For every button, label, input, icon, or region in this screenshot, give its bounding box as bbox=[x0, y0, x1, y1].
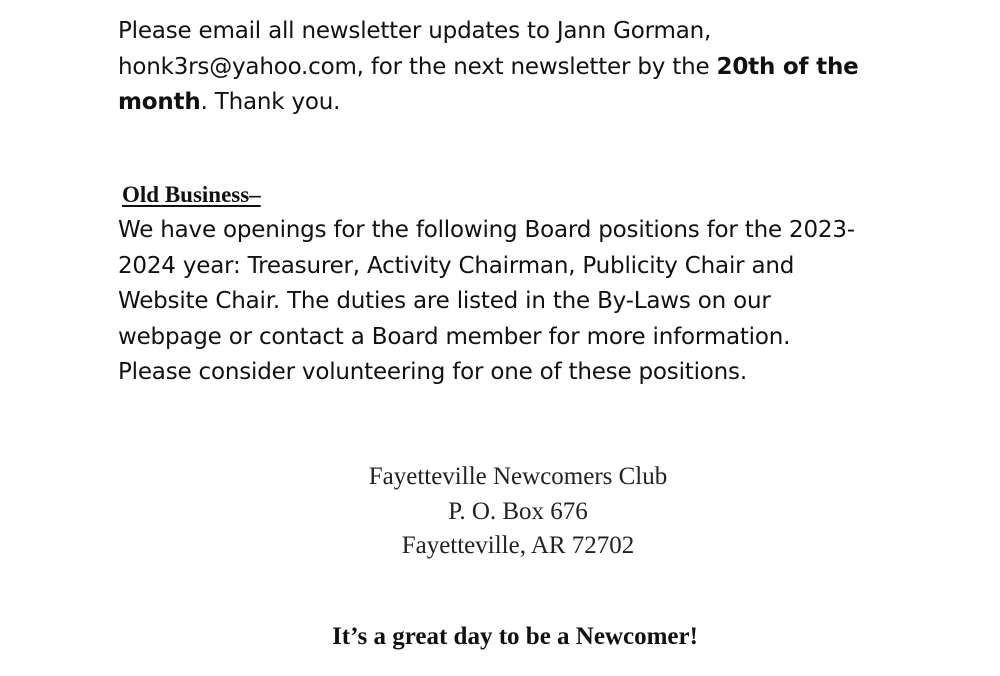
newsletter-line-2-text: honk3rs@yahoo.com, for the next newsletter by the bbox=[118, 53, 717, 80]
old-business-line: 2024 year: Treasurer, Activity Chairman, Publicity Chair and bbox=[118, 252, 795, 279]
old-business-line: Website Chair. The duties are listed in the By-Laws on our bbox=[118, 288, 771, 314]
club-name: Fayetteville Newcomers Club bbox=[368, 463, 668, 490]
old-business-paragraph bbox=[118, 213, 958, 391]
thank-you-text: . Thank you. bbox=[200, 89, 341, 115]
newsletter-updates-paragraph bbox=[118, 14, 958, 121]
old-business-line: Please consider volunteering for one of these positions. bbox=[118, 359, 747, 385]
newsletter-line-1: Please email all newsletter updates to Jann Gorman, bbox=[118, 18, 712, 44]
po-box: P. O. Box 676 bbox=[448, 497, 588, 525]
old-business-line: webpage or contact a Board member for more information. bbox=[118, 323, 791, 350]
city-state-zip: Fayetteville, AR 72702 bbox=[401, 532, 635, 559]
club-address bbox=[0, 460, 1000, 564]
deadline-date-bold: 20th of the bbox=[716, 53, 859, 80]
club-tagline: It’s a great day to be a Newcomer! bbox=[332, 623, 698, 650]
old-business-heading: Old Business– bbox=[122, 182, 261, 207]
deadline-month-bold: month bbox=[118, 89, 201, 115]
old-business-line: We have openings for the following Board positions for the 2023- bbox=[118, 217, 855, 243]
newsletter-line-2 bbox=[118, 50, 958, 86]
newsletter-line-3 bbox=[118, 85, 958, 121]
